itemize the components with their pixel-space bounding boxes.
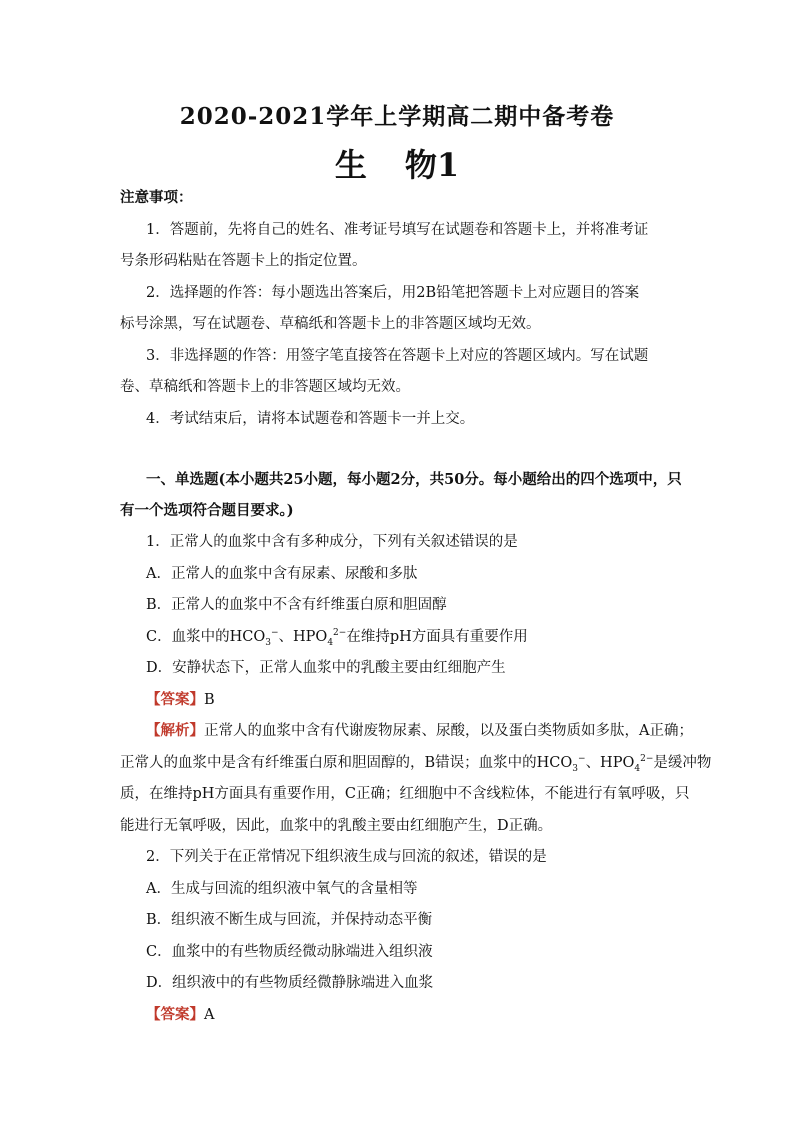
- option-c-sup-1: −: [270, 628, 279, 639]
- question-2-stem: 2．下列关于在正常情况下组织液生成与回流的叙述，错误的是: [146, 849, 547, 865]
- note-1b: 号条形码粘贴在答题卡上的指定位置。: [120, 253, 367, 269]
- question-1-option-c: [146, 625, 680, 646]
- analysis-text-2c: 是缓冲物: [653, 755, 712, 771]
- answer-label-2: 【答案】: [146, 1006, 204, 1023]
- analysis-sub-1: 3: [572, 763, 579, 774]
- question-1-option-b: B．正常人的血浆中不含有纤维蛋白原和胆固醇: [146, 597, 447, 613]
- answer-label: 【答案】: [146, 691, 204, 708]
- exam-title: 2020-2021学年上学期高二期中备考卷: [179, 103, 615, 130]
- option-c-text-3: 在维持pH方面具有重要作用: [346, 629, 528, 645]
- question-1-analysis-3: 质，在维持pH方面具有重要作用，C正确；红细胞中不含线粒体，不能进行有氧呼吸，只: [120, 786, 690, 802]
- question-1-option-a: A．正常人的血浆中含有尿素、尿酸和多肽: [146, 566, 418, 582]
- option-c-sub-1: 3: [265, 637, 271, 648]
- option-c-text-2: 、HPO: [278, 629, 328, 645]
- note-2b: 标号涂黑，写在试题卷、草稿纸和答题卡上的非答题区域均无效。: [120, 316, 541, 332]
- note-3a: 3．非选择题的作答：用签字笔直接答在答题卡上对应的答题区域内。写在试题: [146, 348, 649, 364]
- analysis-text-2a: 正常人的血浆中是含有纤维蛋白原和胆固醇的，B错误；血浆中的HCO: [120, 755, 573, 771]
- question-1-analysis-4: 能进行无氧呼吸，因此，血浆中的乳酸主要由红细胞产生，D正确。: [120, 818, 553, 834]
- option-c-sub-2: 4: [327, 637, 334, 648]
- option-c-sup-2: 2−: [333, 628, 347, 639]
- section-heading-line-1: 一、单选题(本小题共25小题，每小题2分，共50分。每小题给出的四个选项中，只: [146, 471, 682, 488]
- analysis-sub-2: 4: [634, 763, 641, 774]
- question-2-option-c: C．血浆中的有些物质经微动脉端进入组织液: [146, 944, 433, 960]
- note-3b: 卷、草稿纸和答题卡上的非答题区域均无效。: [120, 379, 410, 395]
- answer-value: B: [204, 692, 215, 708]
- question-2-option-d: D．组织液中的有些物质经微静脉端进入血浆: [146, 975, 434, 991]
- question-1-answer: [146, 688, 680, 709]
- question-1-option-d: D．安静状态下，正常人血浆中的乳酸主要由红细胞产生: [146, 660, 506, 676]
- analysis-sup-2: 2−: [640, 754, 654, 765]
- question-2-option-a: A．生成与回流的组织液中氧气的含量相等: [146, 881, 418, 897]
- subject-char-2: 物1: [404, 146, 460, 184]
- note-2a: 2．选择题的作答：每小题选出答案后，用2B铅笔把答题卡上对应题目的答案: [146, 285, 640, 301]
- section-heading-line-2: 有一个选项符合题目要求。): [120, 502, 294, 519]
- question-1-analysis-1: [146, 719, 693, 740]
- note-4: 4．考试结束后，请将本试题卷和答题卡一并上交。: [146, 411, 475, 427]
- option-c-text-1: C．血浆中的HCO: [146, 629, 266, 645]
- analysis-sup-1: −: [578, 754, 586, 765]
- question-2-answer: [146, 1003, 680, 1024]
- question-1-analysis-2: [120, 751, 712, 774]
- note-1a: 1．答题前，先将自己的姓名、准考证号填写在试题卷和答题卡上，并将准考证: [146, 222, 649, 238]
- analysis-text-2b: 、HPO: [585, 755, 635, 771]
- answer-value-2: A: [204, 1007, 215, 1023]
- question-2-option-b: B．组织液不断生成与回流，并保持动态平衡: [146, 912, 433, 928]
- subject-char-1: 生: [334, 146, 367, 184]
- subject-title: [0, 140, 794, 186]
- analysis-label: 【解析】: [146, 722, 204, 739]
- analysis-text-1: 正常人的血浆中含有代谢废物尿素、尿酸，以及蛋白类物质如多肽，A正确；: [204, 723, 693, 739]
- question-1-stem: 1．正常人的血浆中含有多种成分，下列有关叙述错误的是: [146, 534, 518, 550]
- notes-heading: 注意事项：: [120, 189, 193, 206]
